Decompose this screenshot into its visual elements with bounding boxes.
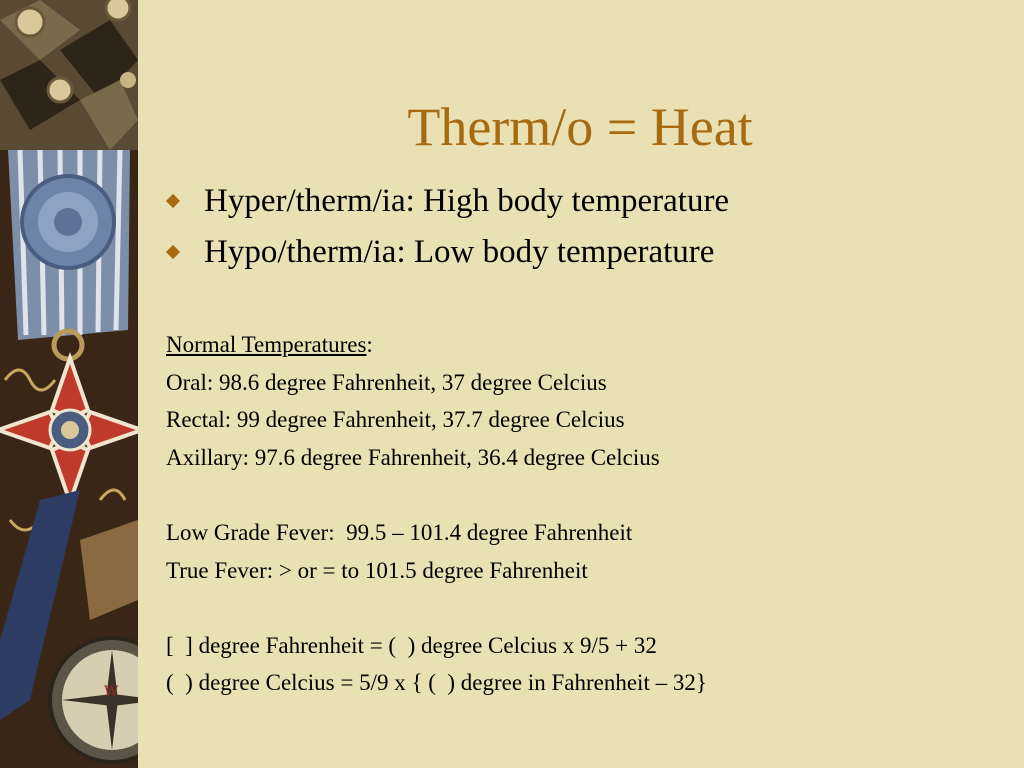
normal-temperatures-heading (166, 326, 707, 364)
spacer (166, 589, 707, 627)
slide-title: Therm/o = Heat (407, 97, 753, 157)
text-line: Axillary: 97.6 degree Fahrenheit, 36.4 degree Celcius (166, 444, 660, 470)
bullet-text: Hyper/therm/ia: High body temperature (204, 183, 730, 219)
text-line: True Fever: > or = to 101.5 degree Fahrenheit (166, 557, 588, 583)
medals-and-compass-icon (0, 0, 138, 768)
formula-line: [ ] degree Fahrenheit = ( ) degree Celcius x 9/5 + 32 (166, 632, 657, 658)
heading-suffix: : (366, 332, 373, 357)
formula-line: ( ) degree Celcius = 5/9 x { ( ) degree in Fahrenheit – 32} (166, 670, 707, 696)
diamond-bullet-icon (166, 245, 180, 259)
section-heading: Normal Temperatures (166, 332, 367, 357)
text-line: Low Grade Fever: 99.5 – 101.4 degree Fahrenheit (166, 519, 633, 545)
list-item (166, 176, 729, 227)
svg-text:W: W (104, 684, 119, 700)
text-line: Oral: 98.6 degree Fahrenheit, 37 degree Celcius (166, 369, 607, 395)
spacer (166, 476, 707, 514)
bullet-list (166, 176, 729, 278)
list-item (166, 227, 729, 278)
diamond-bullet-icon (166, 194, 180, 208)
bullet-text: Hypo/therm/ia: Low body temperature (204, 234, 715, 270)
text-line: Rectal: 99 degree Fahrenheit, 37.7 degree Celcius (166, 407, 625, 433)
temperature-notes (166, 326, 707, 702)
